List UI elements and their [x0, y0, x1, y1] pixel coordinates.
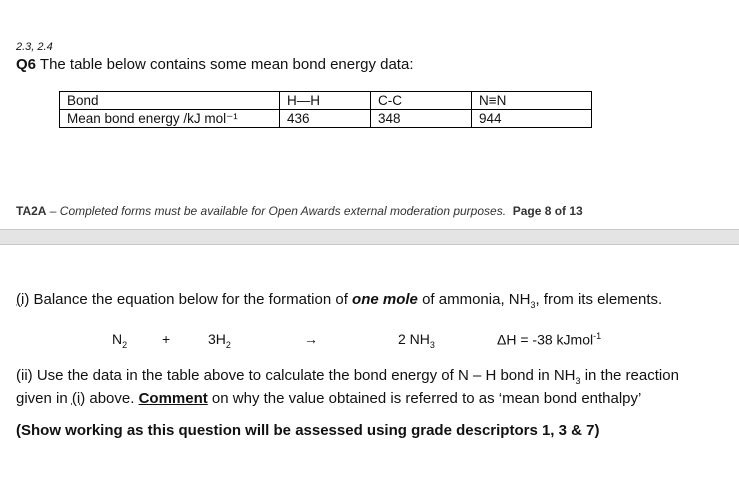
part-ii-text-a: (ii) Use the data in the table above to calculate the bond energy of N – H bond in NH: [16, 367, 576, 384]
reactant-n2: [112, 331, 127, 350]
table-cell: H—H: [280, 92, 371, 110]
plus-sign: +: [162, 331, 171, 347]
part-i-text-b: of ammonia, NH: [417, 291, 531, 308]
table-cell: Bond: [60, 92, 280, 110]
n2-subscript: 2: [122, 339, 128, 350]
bond-energy-table: [59, 91, 592, 128]
table-cell: 944: [472, 110, 592, 128]
nh3-subscript: 3: [429, 339, 435, 350]
reactant-h2: [208, 331, 231, 350]
part-i-text-a: Balance the equation below for the formation of: [29, 291, 353, 308]
part-i-subscript: 3: [530, 300, 536, 310]
part-i-question: [16, 291, 662, 310]
h2-symbol: 3H: [208, 331, 226, 347]
part-ii-text-c: above.: [85, 390, 139, 407]
table-row: [60, 110, 592, 128]
comment-keyword: Comment: [138, 390, 208, 407]
nh3-symbol: 2 NH: [398, 331, 430, 347]
product-nh3: [398, 331, 435, 350]
part-ii-text-b: in the reaction given in: [16, 367, 679, 407]
h2-subscript: 2: [225, 339, 231, 350]
footer-code: TA2A: [16, 204, 47, 218]
footer-dash: –: [46, 204, 60, 218]
part-i-emphasis: one mole: [352, 291, 418, 308]
page-footer: [16, 204, 583, 218]
part-ii-text-d: on why the value obtained is referred to as ‘mean bond enthalpy’: [207, 390, 642, 407]
table-cell: Mean bond energy /kJ mol⁻¹: [60, 110, 280, 128]
table-row: [60, 92, 592, 110]
n2-symbol: N: [112, 331, 123, 347]
table-cell: 348: [371, 110, 472, 128]
question-label: Q6: [16, 56, 37, 73]
part-i-label: (i): [16, 291, 30, 308]
table-cell: N≡N: [472, 92, 592, 110]
part-ii-ref: (i): [71, 390, 86, 407]
footer-text: Completed forms must be available for Open Awards external moderation purposes.: [59, 204, 507, 218]
table-cell: 436: [280, 110, 371, 128]
show-working-instruction: (Show working as this question will be assessed using grade descriptors 1, 3 & 7): [16, 422, 600, 439]
part-ii-question: [16, 367, 716, 408]
enthalpy-change: [497, 331, 601, 348]
part-i-text-c: , from its elements.: [535, 291, 663, 308]
enthalpy-unit-exponent: -1: [593, 331, 602, 341]
question-text: The table below contains some mean bond energy data:: [36, 56, 414, 73]
page-number: Page 8 of 13: [512, 204, 583, 218]
page-break-separator: [0, 229, 739, 245]
enthalpy-value: ΔH = -38 kJmol: [497, 331, 594, 348]
reaction-arrow: →: [304, 331, 318, 347]
question-6-heading: [16, 56, 413, 73]
criteria-reference: 2.3, 2.4: [16, 41, 53, 53]
part-ii-subscript: 3: [575, 376, 581, 386]
table-cell: C-C: [371, 92, 472, 110]
